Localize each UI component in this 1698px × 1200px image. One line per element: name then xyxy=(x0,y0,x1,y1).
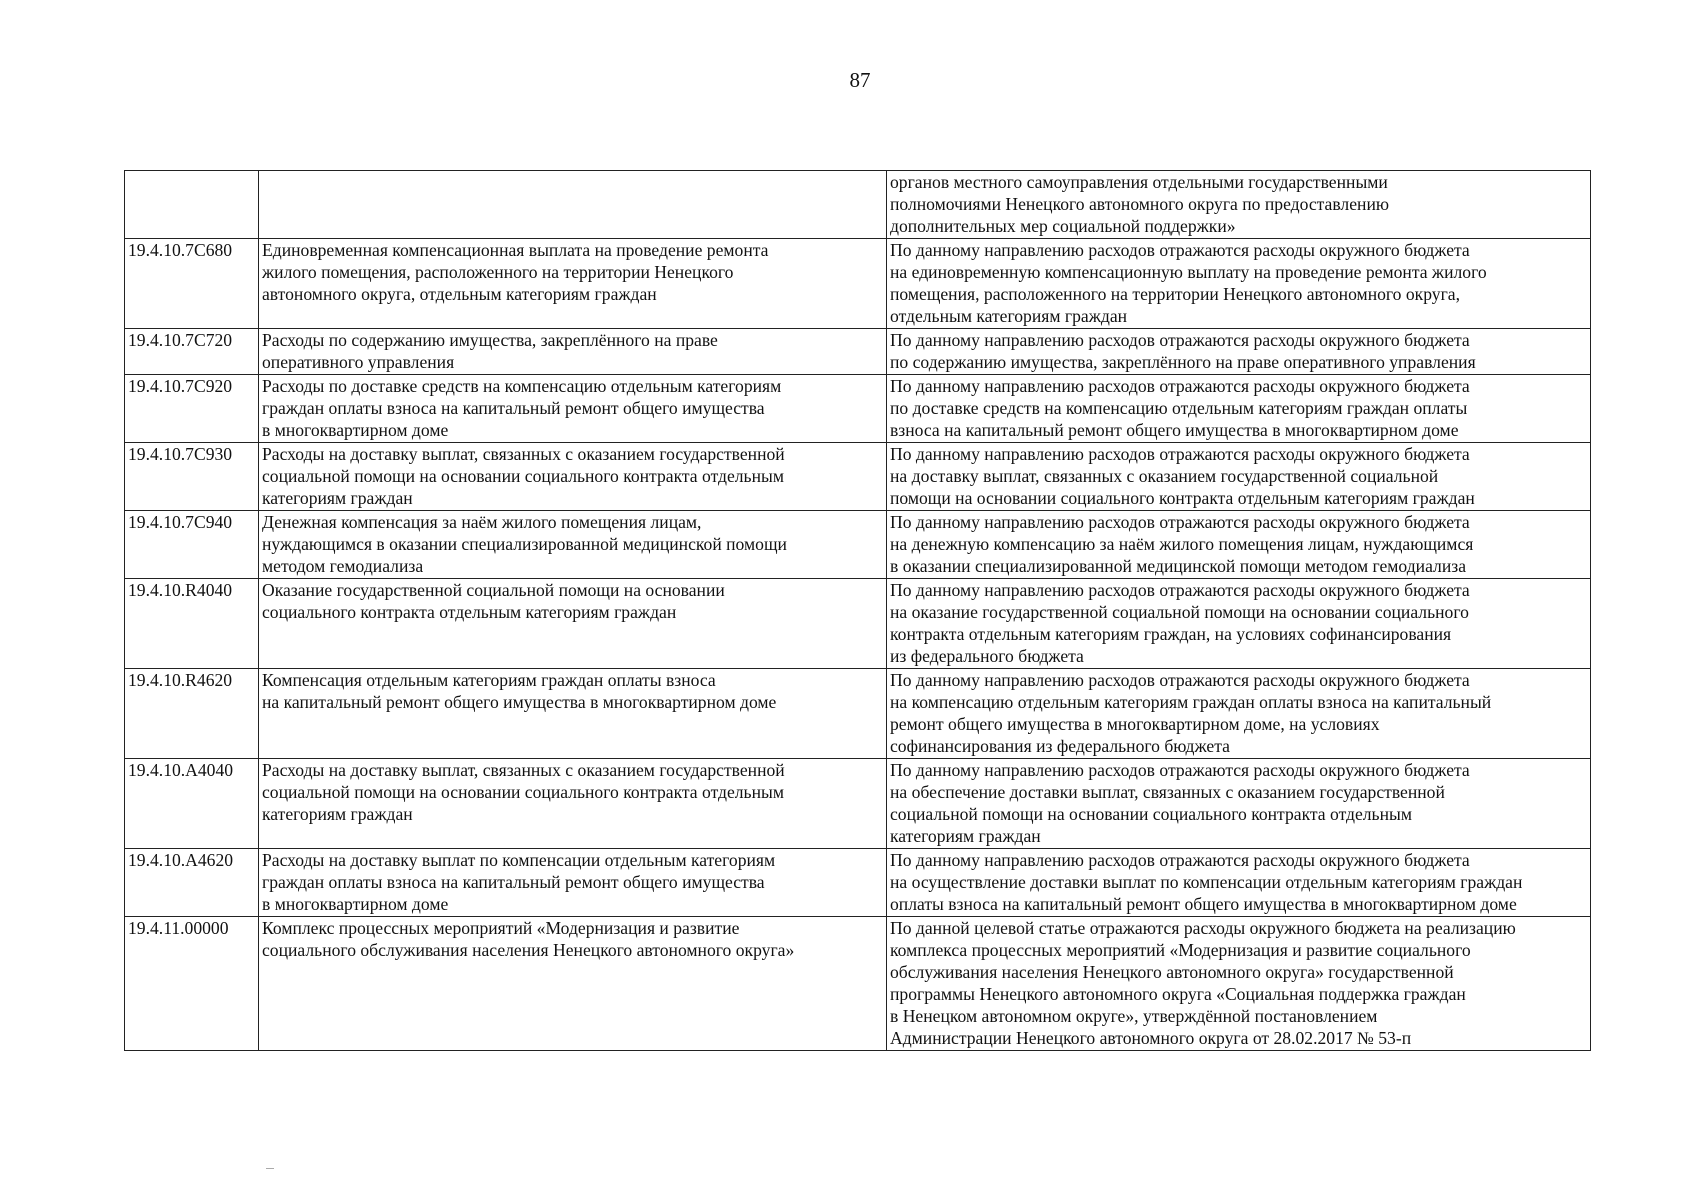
table-row xyxy=(125,375,1591,443)
expense-description: органов местного самоуправления отдельными государственными полномочиями Ненецкого автономного округа по предоставлению дополнительных мер социальной поддержки» xyxy=(887,171,1591,239)
target-article-code: 19.4.10.R4620 xyxy=(125,669,259,759)
expense-direction-name: Расходы на доставку выплат, связанных с оказанием государственной социальной помощи на основании социального контракта отдельным категориям граждан xyxy=(259,759,887,849)
table-row xyxy=(125,759,1591,849)
target-article-code xyxy=(125,171,259,239)
target-article-code: 19.4.11.00000 xyxy=(125,917,259,1051)
expense-description: По данному направлению расходов отражаются расходы окружного бюджета на доставку выплат, связанных с оказанием государственной социальной помощи на основании социального контракта отдельным категориям граждан xyxy=(887,443,1591,511)
expense-direction-name: Комплекс процессных мероприятий «Модернизация и развитие социального обслуживания населения Ненецкого автономного округа» xyxy=(259,917,887,1051)
target-article-code: 19.4.10.7С930 xyxy=(125,443,259,511)
target-article-code: 19.4.10.7С920 xyxy=(125,375,259,443)
expense-direction-name: Расходы по содержанию имущества, закреплённого на праве оперативного управления xyxy=(259,329,887,375)
target-article-code: 19.4.10.А4620 xyxy=(125,849,259,917)
target-article-code: 19.4.10.А4040 xyxy=(125,759,259,849)
expense-description: По данному направлению расходов отражаются расходы окружного бюджета на осуществление доставки выплат по компенсации отдельным категориям граждан оплаты взноса на капитальный ремонт общего имущества в многоквартирном доме xyxy=(887,849,1591,917)
table-row xyxy=(125,579,1591,669)
expense-description: По данному направлению расходов отражаются расходы окружного бюджета на оказание государственной социальной помощи на основании социального контракта отдельным категориям граждан, на условиях софинансирования из федерального бюджета xyxy=(887,579,1591,669)
expense-direction-name: Денежная компенсация за наём жилого помещения лицам, нуждающимся в оказании специализированной медицинской помощи методом гемодиализа xyxy=(259,511,887,579)
expense-direction-name xyxy=(259,171,887,239)
expense-description: По данному направлению расходов отражаются расходы окружного бюджета по содержанию имущества, закреплённого на праве оперативного управления xyxy=(887,329,1591,375)
expense-direction-name: Единовременная компенсационная выплата на проведение ремонта жилого помещения, расположенного на территории Ненецкого автономного округа, отдельным категориям граждан xyxy=(259,239,887,329)
budget-classification-table xyxy=(124,170,1591,1051)
target-article-code: 19.4.10.7С680 xyxy=(125,239,259,329)
expense-description: По данному направлению расходов отражаются расходы окружного бюджета на единовременную компенсационную выплату на проведение ремонта жилого помещения, расположенного на территории Ненецкого автономного округа, отдельным категориям граждан xyxy=(887,239,1591,329)
expense-direction-name: Расходы на доставку выплат по компенсации отдельным категориям граждан оплаты взноса на капитальный ремонт общего имущества в многоквартирном доме xyxy=(259,849,887,917)
table-row xyxy=(125,171,1591,239)
expense-direction-name: Расходы на доставку выплат, связанных с оказанием государственной социальной помощи на основании социального контракта отдельным категориям граждан xyxy=(259,443,887,511)
expense-direction-name: Оказание государственной социальной помощи на основании социального контракта отдельным категориям граждан xyxy=(259,579,887,669)
expense-description: По данному направлению расходов отражаются расходы окружного бюджета по доставке средств на компенсацию отдельным категориям граждан оплаты взноса на капитальный ремонт общего имущества в многоквартирном доме xyxy=(887,375,1591,443)
scan-artifact xyxy=(266,1168,274,1169)
table-row xyxy=(125,511,1591,579)
expense-direction-name: Расходы по доставке средств на компенсацию отдельным категориям граждан оплаты взноса на капитальный ремонт общего имущества в многоквартирном доме xyxy=(259,375,887,443)
table-row xyxy=(125,443,1591,511)
expense-direction-name: Компенсация отдельным категориям граждан оплаты взноса на капитальный ремонт общего имущества в многоквартирном доме xyxy=(259,669,887,759)
page-number: 87 xyxy=(849,68,871,92)
expense-description: По данному направлению расходов отражаются расходы окружного бюджета на компенсацию отдельным категориям граждан оплаты взноса на капитальный ремонт общего имущества в многоквартирном доме, на условиях софинансирования из федерального бюджета xyxy=(887,669,1591,759)
table-row xyxy=(125,917,1591,1051)
table-row xyxy=(125,669,1591,759)
expense-description: По данному направлению расходов отражаются расходы окружного бюджета на денежную компенсацию за наём жилого помещения лицам, нуждающимся в оказании специализированной медицинской помощи методом гемодиализа xyxy=(887,511,1591,579)
target-article-code: 19.4.10.R4040 xyxy=(125,579,259,669)
target-article-code: 19.4.10.7С940 xyxy=(125,511,259,579)
target-article-code: 19.4.10.7С720 xyxy=(125,329,259,375)
table-row xyxy=(125,239,1591,329)
table-row xyxy=(125,849,1591,917)
table-row xyxy=(125,329,1591,375)
expense-description: По данному направлению расходов отражаются расходы окружного бюджета на обеспечение доставки выплат, связанных с оказанием государственной социальной помощи на основании социального контракта отдельным категориям граждан xyxy=(887,759,1591,849)
expense-description: По данной целевой статье отражаются расходы окружного бюджета на реализацию комплекса процессных мероприятий «Модернизация и развитие социального обслуживания населения Ненецкого автономного округа» государственной программы Ненецкого автономного округа «Социальная поддержка граждан в Ненецком автономном округе», утверждённой постановлением Администрации Ненецкого автономного округа от 28.02.2017 № 53-п xyxy=(887,917,1591,1051)
